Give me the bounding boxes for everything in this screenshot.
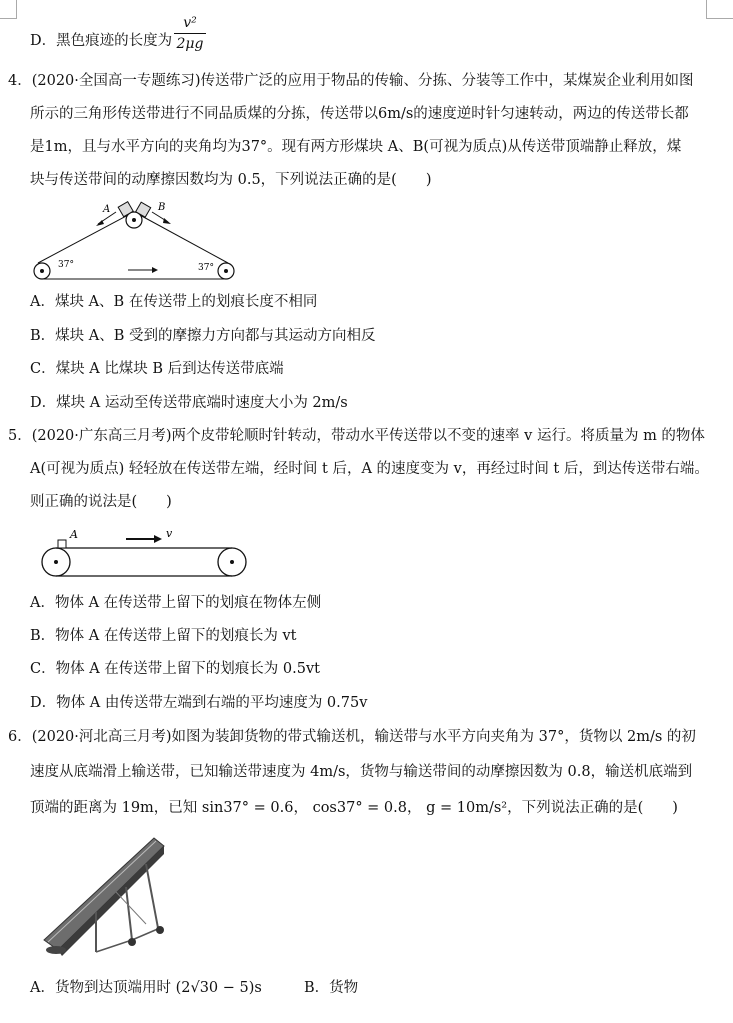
label-a: A	[103, 204, 111, 215]
page-corner-mark-right	[706, 0, 733, 19]
q4-line-1: 4．(2020·全国高一专题练习)传送带广泛的应用于物品的传输、分拣、分装等工作中，某煤炭企业利用如图	[8, 73, 694, 89]
q4-option-a: A．煤块 A、B 在传送带上的划痕长度不相同	[30, 294, 318, 310]
q5-line-3: 则正确的说法是( )	[30, 494, 172, 510]
q4-line-3: 是1m，且与水平方向的夹角均为37°。现有两方形煤块 A、B(可视为质点)从传送带顶端静止释放，煤	[30, 139, 682, 155]
q6-option-b-partial: B．货物	[304, 980, 359, 996]
q3-option-d-text: D．黑色痕迹的长度为	[30, 33, 173, 49]
q5-line-2: A(可视为质点) 轻轻放在传送带左端，经时间 t 后，A 的速度变为 v，再经过时间 t 后，到达传送带右端。	[30, 461, 709, 477]
q3-option-d	[30, 31, 172, 51]
q5-option-c: C．物体 A 在传送带上留下的划痕长为 0.5vt	[30, 661, 320, 677]
page-corner-mark-left	[0, 0, 17, 19]
label-b: B	[158, 202, 166, 213]
q6-line-1: 6．(2020·河北高三月考)如图为装卸货物的带式输送机，输送带与水平方向夹角为 37°，货物以 2m/s 的初	[8, 729, 696, 745]
q4-line-2: 所示的三角形传送带进行不同品质煤的分拣，传送带以6m/s的速度逆时针匀速转动，两边的传送带长都	[30, 106, 689, 122]
q3-fraction	[172, 14, 208, 53]
q6-line-2: 速度从底端滑上输送带，已知输送带速度为 4m/s，货物与输送带间的动摩擦因数为 0.8，输送机底端到	[30, 764, 693, 780]
fraction-bar	[174, 33, 206, 34]
label-v: v	[166, 527, 173, 540]
q3-fraction-denominator: 2μg	[176, 36, 204, 52]
q6-conveyor-photo	[36, 832, 176, 958]
q4-option-c: C．煤块 A 比煤块 B 后到达传送带底端	[30, 361, 284, 377]
q5-horizontal-conveyor-figure	[38, 524, 248, 582]
angle-right-label: 37°	[198, 263, 214, 273]
q6-line-3: 顶端的距离为 19m，已知 sin37° = 0.6， cos37° = 0.8， g = 10m/s²，下列说法正确的是( )	[30, 800, 678, 816]
q5-option-b: B．物体 A 在传送带上留下的划痕长为 vt	[30, 628, 297, 644]
q5-line-1: 5．(2020·广东高三月考)两个皮带轮顺时针转动，带动水平传送带以不变的速率 v 运行。将质量为 m 的物体	[8, 428, 705, 444]
label-a: A	[70, 528, 78, 541]
object-a	[58, 540, 66, 548]
q3-fraction-numerator: v²	[183, 15, 197, 31]
q4-line-4: 块与传送带间的动摩擦因数均为 0.5，下列说法正确的是( )	[30, 172, 432, 188]
q5-option-d: D．物体 A 由传送带左端到右端的平均速度为 0.75v	[30, 695, 368, 711]
q5-option-a: A．物体 A 在传送带上留下的划痕在物体左侧	[30, 595, 322, 611]
q6-option-a: A．货物到达顶端用时 (2√30 − 5)s	[30, 980, 262, 996]
q4-option-b: B．煤块 A、B 受到的摩擦力方向都与其运动方向相反	[30, 328, 376, 344]
q4-option-d: D．煤块 A 运动至传送带底端时速度大小为 2m/s	[30, 395, 348, 411]
q4-triangle-conveyor-figure	[28, 196, 238, 286]
angle-left-label: 37°	[58, 260, 74, 270]
